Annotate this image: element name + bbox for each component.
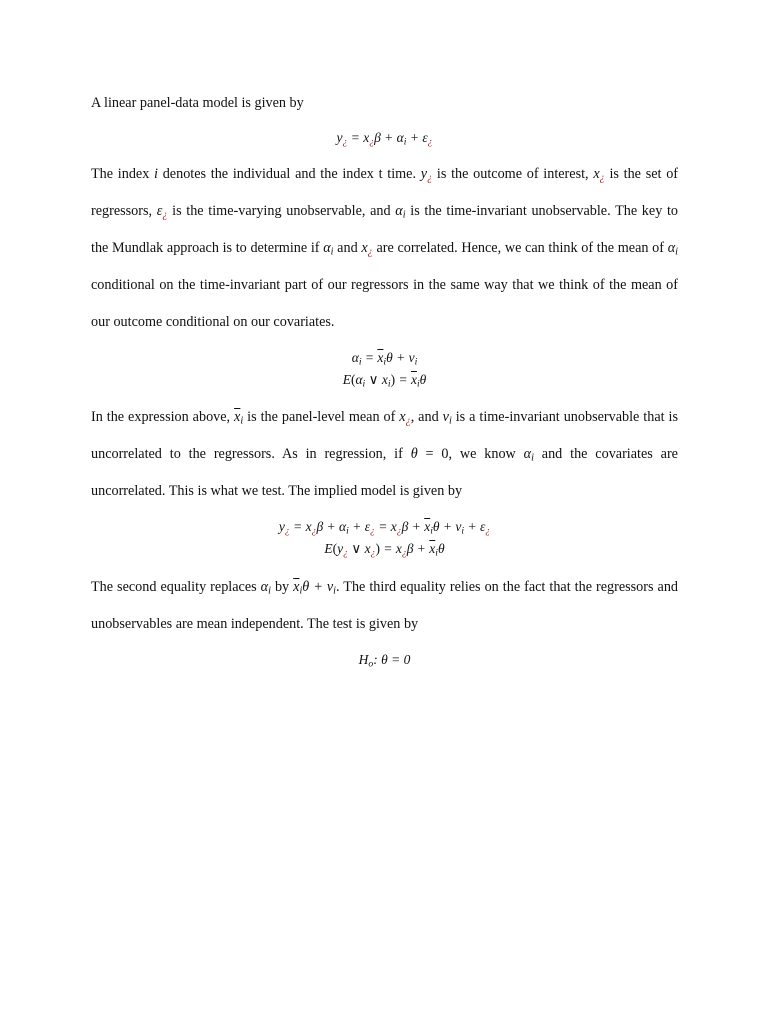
equation-conditional-mean: $E(\alpha_i$ ∨ $x_i) = \overline{x}_i\theta$ — [342, 372, 427, 390]
expression-paragraph: In the expression above, $\overline{x}_i$ is the panel-level mean of $x_¿$, and $v_i$ is a time-invariant unobservable that is uncorrelated to the regressors. As in regression, if θ = 0, we know $\alpha_i$ and the covariates are uncorrelated. This is what we test. The implied model is given by — [91, 409, 678, 499]
equation-alpha: $\alpha_i = \overline{x}_i\theta + v_i$ — [351, 350, 418, 368]
equation-model — [91, 127, 678, 149]
equation-hypothesis: $H_o$: θ = 0 — [358, 652, 411, 670]
equation-implied-model: $y_¿ = x_¿\beta + \alpha_i + \varepsilon_¿ = x_¿\beta + \overline{x}_i\theta + v_i + \varepsilon_¿$ — [278, 519, 491, 537]
equation-implied-mean: $E(y_¿$ ∨ $x_¿) = x_¿\beta + \overline{x}_i\theta$ — [324, 541, 445, 559]
equation-model-math: $y_¿ = x_¿\beta + \alpha_i + \varepsilon_¿$ — [336, 130, 433, 148]
model-explanation-paragraph: The index i denotes the individual and the index t time. $y_¿$ is the outcome of interest, $x_¿$ is the set of regressors, $\varepsilon_¿$ is the time-varying unobservable, and $\alpha_i$ is the time-invariant unobservable. The key to the Mundlak approach is to determine if $\alpha_i$ and $x_¿$ are correlated. Hence, we can think of the mean of $\alpha_i$ conditional on the time-invariant part of our regressors in the same way that we think of the mean of our outcome conditional on our covariates. — [91, 166, 679, 330]
equality-paragraph: The second equality replaces $\alpha_i$ by $\overline{x}_i\theta + v_i$. The third equality relies on the fact that the regressors and unobservables are mean independent. The test is given by — [91, 579, 679, 632]
intro-paragraph: A linear panel-data model is given by — [91, 95, 304, 111]
